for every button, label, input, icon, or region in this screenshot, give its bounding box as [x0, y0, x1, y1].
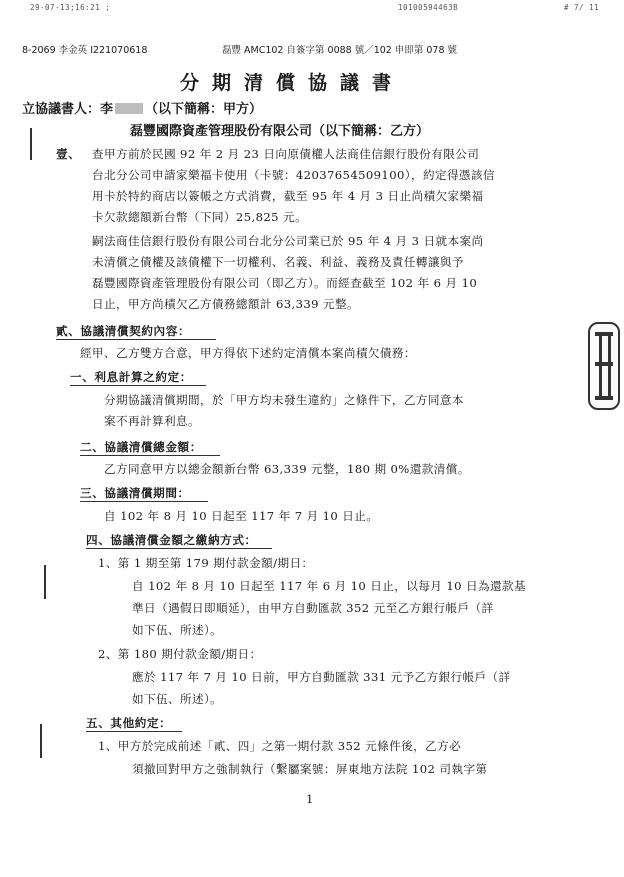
section-1-line: 用卡於特約商店以簽帳之方式消費，截至 95 年 4 月 3 日止尚積欠家樂福 [92, 189, 484, 203]
document-title: 分期清償協議書 [180, 72, 405, 94]
item-4-sub-1-line: 如下伍、所述）。 [132, 623, 223, 637]
page-number: 1 [306, 792, 314, 806]
margin-mark [44, 565, 46, 599]
redacted-name [115, 103, 143, 114]
item-4-heading: 四、協議清償金額之繳納方式： [86, 533, 257, 547]
party-a-surname: 李 [100, 102, 114, 117]
party-a-alias: （以下簡稱：甲方） [145, 102, 263, 117]
party-a-line [22, 98, 262, 117]
item-5-line: 須撤回對甲方之強制執行（繫屬案號：屏東地方法院 102 司執字第 [132, 762, 488, 776]
item-4-sub-2-line: 如下伍、所述）。 [132, 692, 223, 706]
section-2-underline [56, 339, 216, 340]
section-1-line: 磊豐國際資產管理股份有限公司（即乙方）。而經查截至 102 年 6 月 10 [92, 276, 478, 290]
party-b-line: 磊豐國際資產管理股份有限公司（以下簡稱：乙方） [130, 124, 430, 139]
item-4-sub-1-line: 自 102 年 8 月 10 日起至 117 年 6 月 10 日止，以每月 10 日為還款基 [132, 579, 526, 593]
item-2-underline [80, 455, 220, 456]
section-1-line: 台北分公司申請家樂福卡使用（卡號：42037654509100），約定得憑該信 [92, 168, 495, 182]
item-3-heading: 三、協議清償期間： [80, 486, 190, 500]
seal-stamp-icon [588, 322, 620, 410]
item-1-line: 案不再計算利息。 [104, 414, 200, 428]
section-1-number: 壹、 [56, 147, 81, 161]
item-2-heading: 二、協議清償總金額： [80, 440, 202, 454]
margin-mark [40, 724, 42, 758]
section-1-line: 查甲方前於民國 92 年 2 月 23 日向原債權人法商佳信銀行股份有限公司 [92, 147, 480, 161]
section-1-line: 嗣法商佳信銀行股份有限公司台北分公司業已於 95 年 4 月 3 日就本案尚 [92, 234, 484, 248]
section-2-intro: 經甲、乙方雙方合意，甲方得依下述約定清償本案尚積欠債務： [80, 346, 416, 360]
item-4-sub-2-heading: 2、第 180 期付款金額/期日： [98, 647, 262, 661]
section-2-heading: 貳、協議清償契約內容： [56, 324, 191, 338]
parties-label: 立協議書人： [22, 102, 101, 117]
section-1-line: 卡欠款總額新台幣（下同）25,825 元。 [92, 210, 307, 224]
margin-mark [30, 128, 32, 160]
item-3-line: 自 102 年 8 月 10 日起至 117 年 7 月 10 日止。 [104, 509, 379, 523]
fax-page: # 7/ 11 [564, 3, 600, 12]
item-5-underline [86, 731, 182, 732]
item-4-sub-2-line: 應於 117 年 7 月 10 日前，甲方自動匯款 331 元予乙方銀行帳戶（詳 [132, 670, 511, 684]
item-1-underline [70, 385, 206, 386]
section-1-line: 日止，甲方尚積欠乙方債務總額計 63,339 元整。 [92, 297, 360, 311]
item-1-line: 分期協議清償期間，於「甲方均未發生違約」之條件下，乙方同意本 [104, 393, 464, 407]
item-5-heading: 五、其他約定： [86, 716, 172, 730]
fax-number: 10100594463B [398, 3, 459, 12]
item-4-sub-1-line: 準日（遇假日即順延），由甲方自動匯款 352 元至乙方銀行帳戶（詳 [132, 601, 494, 615]
fax-timestamp: 29-07-13;16:21 ; [30, 3, 111, 12]
item-1-heading: 一、利息計算之約定： [70, 370, 192, 384]
item-4-underline [86, 548, 272, 549]
item-2-line: 乙方同意甲方以總金額新台幣 63,339 元整，180 期 0%還款清償。 [104, 462, 470, 476]
item-5-line: 1、甲方於完成前述「貳、四」之第一期付款 352 元條件後，乙方必 [98, 739, 462, 753]
section-1-line: 未清償之債權及該債權下一切權利、名義、利益、義務及責任轉讓與予 [92, 255, 464, 269]
case-reference: 8-2069 李金英 I221070618 [22, 45, 148, 56]
document-reference: 磊豐 AMC102 自簽字第 0088 號／102 申即第 078 號 [222, 45, 458, 56]
item-4-sub-1-heading: 1、第 1 期至第 179 期付款金額/期日： [98, 556, 314, 570]
item-3-underline [80, 501, 208, 502]
